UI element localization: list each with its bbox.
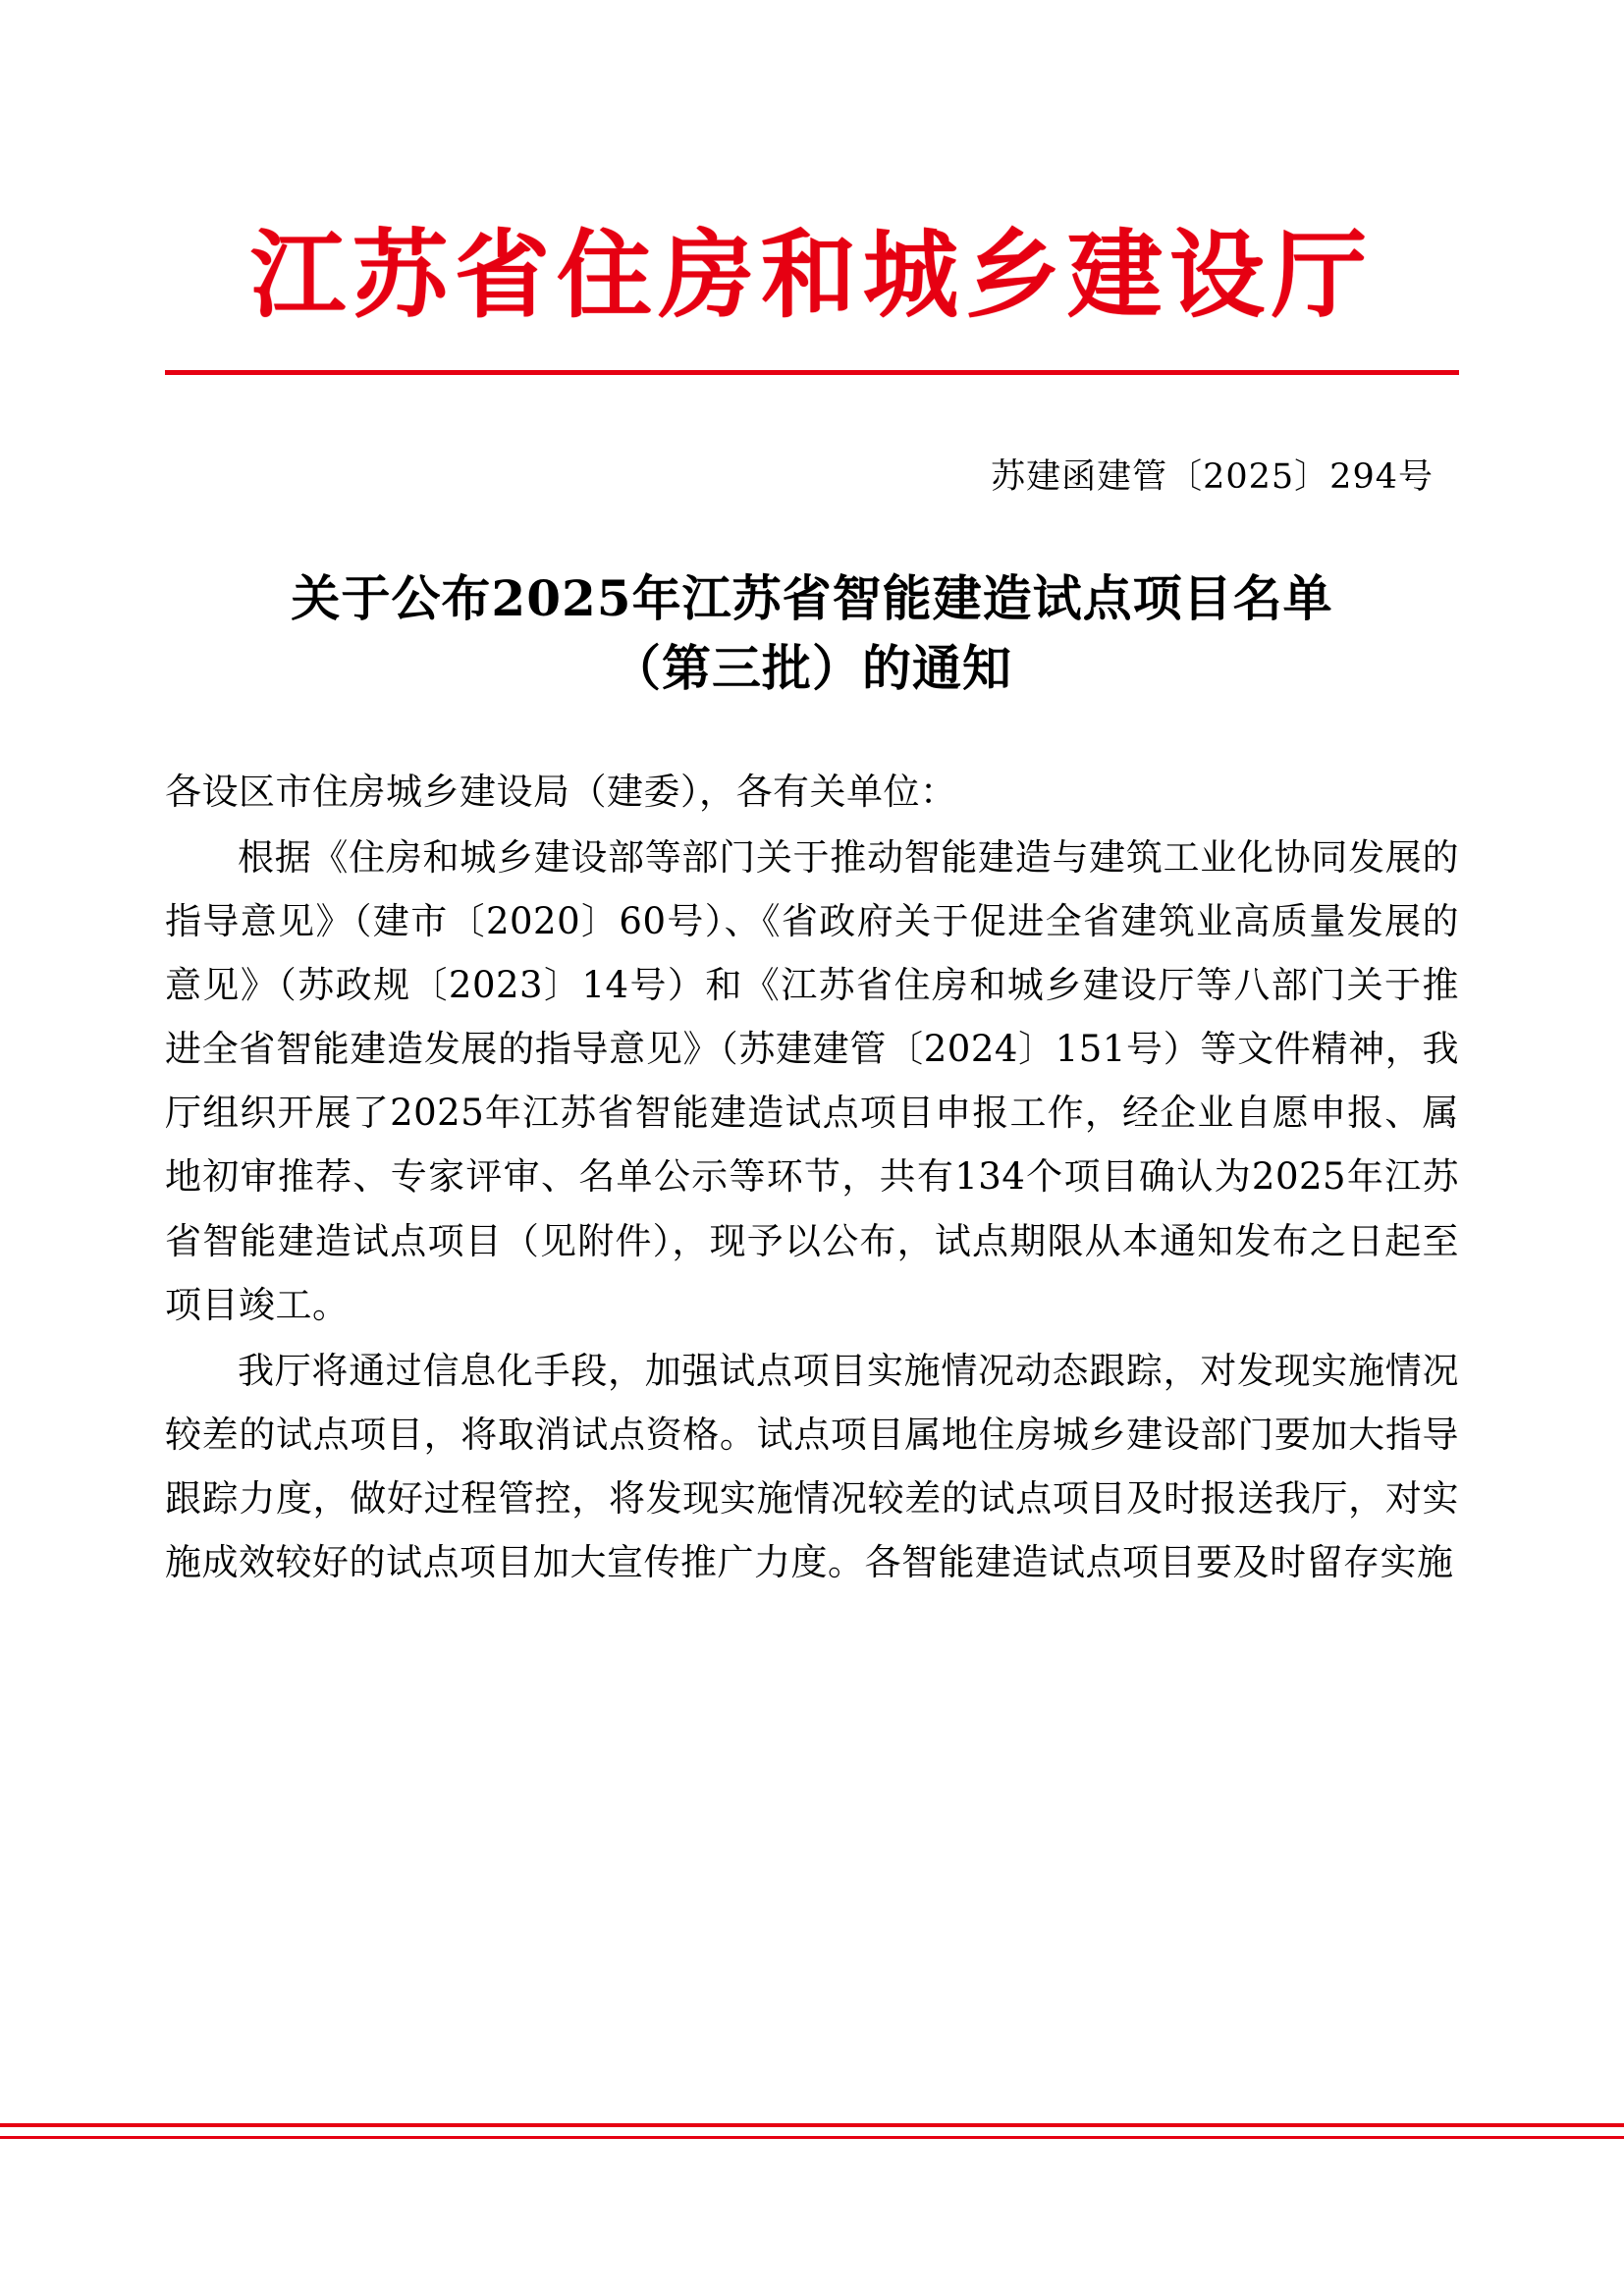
salutation: 各设区市住房城乡建设局（建委），各有关单位：: [165, 770, 957, 813]
masthead-divider: [165, 370, 1459, 375]
page-title: [165, 563, 1459, 703]
document-content: [165, 0, 1459, 2296]
body-paragraph-1: 根据《住房和城乡建设部等部门关于推动智能建造与建筑工业化协同发展的指导意见》（建市〔2020〕60号）、《省政府关于促进全省建筑业高质量发展的意见》（苏政规〔2023〕14号）和《江苏省住房和城乡建设厅等八部门关于推进全省智能建造发展的指导意见》（苏建建管〔2024〕151号）等文件精神，我厅组织开展了2025年江苏省智能建造试点项目申报工作，经企业自愿申报、属地初审推荐、专家评审、名单公示等环节，共有134个项目确认为2025年江苏省智能建造试点项目（见附件），现予以公布，试点期限从本通知发布之日起至项目竣工。: [165, 835, 1459, 1326]
footer-divider-thin: [0, 2136, 1624, 2139]
masthead: [165, 0, 1459, 375]
body-paragraph-2: 我厅将通过信息化手段，加强试点项目实施情况动态跟踪，对发现实施情况较差的试点项目，将取消试点资格。试点项目属地住房城乡建设部门要加大指导跟踪力度，做好过程管控，将发现实施情况较差的试点项目及时报送我厅，对实施成效较好的试点项目加大宣传推广力度。各智能建造试点项目要及时留存实施: [165, 1349, 1459, 1584]
footer-divider-thick: [0, 2123, 1624, 2127]
page-title-line-2: （第三批）的通知: [612, 638, 1012, 697]
issuing-organization-title: 江苏省住房和城乡建设厅: [250, 219, 1374, 331]
page-title-line-1: 关于公布2025年江苏省智能建造试点项目名单: [291, 568, 1333, 627]
document-number: 苏建函建管〔2025〕294号: [991, 456, 1434, 497]
document-number-row: [165, 450, 1459, 499]
document-body: [165, 760, 1459, 1594]
